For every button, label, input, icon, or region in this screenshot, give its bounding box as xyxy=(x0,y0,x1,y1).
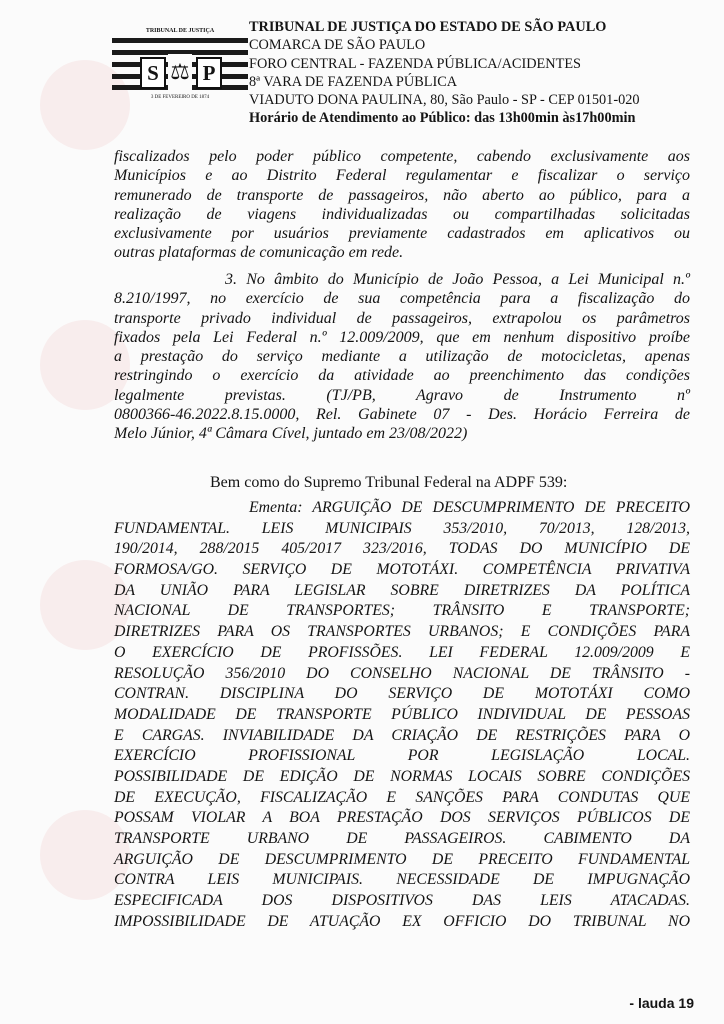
text-line: RESOLUÇÃO 356/2010 DO CONSELHO NACIONAL DE TRÂNSITO - xyxy=(114,664,690,682)
text-line: realização de viagens individualizadas ou compartilhadas solicitadas xyxy=(114,205,690,223)
text-line: FUNDAMENTAL. LEIS MUNICIPAIS 353/2010, 70/2013, 128/2013, xyxy=(114,519,690,537)
text-line: a prestação do serviço mediante a utilização de motocicletas, apenas xyxy=(114,348,690,366)
logo-letter-s: S xyxy=(140,57,166,89)
text-line: outras plataformas de comunicação em rede. xyxy=(114,244,404,262)
text-line: fixados pela Lei Federal n.º 12.009/2009, que em nenhum dispositivo proíbe xyxy=(114,328,690,346)
logo-stripes xyxy=(112,38,248,90)
ementa-block xyxy=(114,498,690,932)
text-line: fiscalizados pelo poder público competente, cabendo exclusivamente aos xyxy=(114,148,690,165)
text-line: transporte privado individual de passageiros, extrapolou os parâmetros xyxy=(114,309,690,327)
text-line: POSSIBILIDADE DE EDIÇÃO DE NORMAS LOCAIS SOBRE CONDIÇÕES xyxy=(114,767,690,785)
text-line: IMPOSSIBILIDADE DE ATUAÇÃO EX OFFICIO DO TRIBUNAL NO xyxy=(114,912,690,930)
text-line: 190/2014, 288/2015 405/2017 323/2016, TODAS DO MUNICÍPIO DE xyxy=(114,540,690,558)
text-line: TRANSPORTE URBANO DE PASSAGEIROS. CABIMENTO DA xyxy=(114,830,690,847)
text-line: 0800366-46.2022.8.15.0000, Rel. Gabinete 07 - Des. Horácio Ferreira de xyxy=(114,406,690,424)
text-line: Melo Júnior, 4ª Câmara Cível, juntado em 23/08/2022) xyxy=(114,425,468,443)
text-line: O EXERCÍCIO DE PROFISSÕES. LEI FEDERAL 12.009/2009 E xyxy=(114,643,690,661)
header-vara: 8ª VARA DE FAZENDA PÚBLICA xyxy=(249,73,458,90)
text-line: CONTRAN. DISCIPLINA DO SERVIÇO DE MOTOTÁXI COMO xyxy=(114,685,690,703)
text-line: Ementa: ARGUIÇÃO DE DESCUMPRIMENTO DE PRECEITO xyxy=(249,499,690,516)
scales-of-justice-icon: ⚖ xyxy=(168,54,192,90)
text-line: 8.210/1997, no exercício de sua competência para a fiscalização do xyxy=(114,290,690,308)
text-line: DA UNIÃO PARA LEGISLAR SOBRE DIRETRIZES DA POLÍTICA xyxy=(114,581,690,599)
text-line: ARGUIÇÃO DE DESCUMPRIMENTO DE PRECEITO FUNDAMENTAL xyxy=(114,850,690,868)
text-line: DIRETRIZES PARA OS TRANSPORTES URBANOS; E CONDIÇÕES PARA xyxy=(114,623,690,641)
text-line: EXERCÍCIO PROFISSIONAL POR LEGISLAÇÃO LOCAL. xyxy=(114,747,690,765)
text-line: DE EXECUÇÃO, FISCALIZAÇÃO E SANÇÕES PARA CONDUTAS QUE xyxy=(114,788,690,806)
header-court-name: TRIBUNAL DE JUSTIÇA DO ESTADO DE SÃO PAULO xyxy=(249,19,607,35)
logo-bottom-text: 3 DE FEVEREIRO DE 1874 xyxy=(150,95,210,100)
court-header xyxy=(249,18,669,128)
header-hours: Horário de Atendimento ao Público: das 13h00min às17h00min xyxy=(249,110,636,127)
text-line: remunerado de transporte de passageiros, não aberto ao público, para a xyxy=(114,186,690,204)
header-foro: FORO CENTRAL - FAZENDA PÚBLICA/ACIDENTES xyxy=(249,55,582,72)
logo-letter-p: P xyxy=(196,57,222,89)
text-line: restringindo o exercício da atividade ao preenchimento das condições xyxy=(114,367,690,385)
text-line: legalmente previstas. (TJ/PB, Agravo de Instrumento nº xyxy=(114,386,690,404)
text-line: FORMOSA/GO. SERVIÇO DE MOTOTÁXI. COMPETÊNCIA PRIVATIVA xyxy=(114,561,690,579)
text-line: POSSAM VIOLAR A BOA PRESTAÇÃO DOS SERVIÇOS PÚBLICOS DE xyxy=(114,809,690,827)
page-footer: - lauda 19 xyxy=(629,995,694,1011)
intro-text: Bem como do Supremo Tribunal Federal na ADPF 539: xyxy=(210,474,568,491)
text-line: Municípios e ao Distrito Federal regulamentar e fiscalizar o serviço xyxy=(114,167,690,185)
header-address: VIADUTO DONA PAULINA, 80, São Paulo - SP - CEP 01501-020 xyxy=(249,92,640,109)
text-line: MODALIDADE DE TRANSPORTE PÚBLICO INDIVIDUAL DE PESSOAS xyxy=(114,705,690,723)
text-line: exclusivamente por usuários previamente cadastrados em aplicativos ou xyxy=(114,225,690,243)
text-line: 3. No âmbito do Município de João Pessoa, a Lei Municipal n.º xyxy=(225,271,690,288)
intro-line xyxy=(210,473,690,492)
text-line: NACIONAL DE TRANSPORTES; TRÂNSITO E TRANSPORTE; xyxy=(114,602,690,620)
header-comarca: COMARCA DE SÃO PAULO xyxy=(249,37,426,54)
paragraph-1 xyxy=(114,147,690,263)
court-seal-logo xyxy=(112,24,248,110)
text-line: E CARGAS. INVIABILIDADE DA CRIAÇÃO DE RESTRIÇÕES PARA O xyxy=(114,726,690,744)
paragraph-2 xyxy=(114,270,690,444)
text-line: ESPECIFICADA DOS DISPOSITIVOS DAS LEIS ATACADAS. xyxy=(114,892,690,910)
logo-top-text: TRIBUNAL DE JUSTIÇA xyxy=(145,28,215,34)
text-line: CONTRA LEIS MUNICIPAIS. NECESSIDADE DE IMPUGNAÇÃO xyxy=(114,871,690,889)
